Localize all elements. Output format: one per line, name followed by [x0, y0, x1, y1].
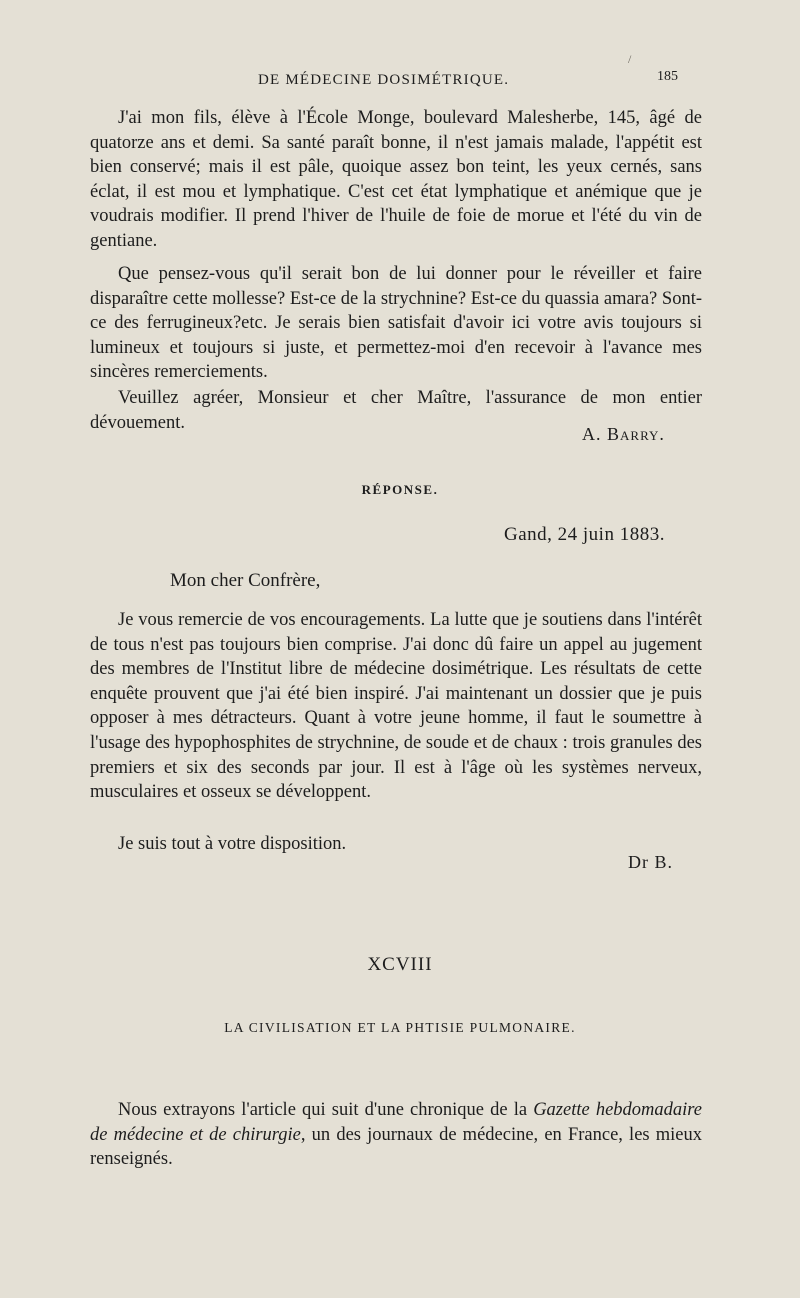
letter-signature: A. Barry.	[582, 424, 665, 444]
running-title: DE MÉDECINE DOSIMÉTRIQUE.	[258, 72, 510, 88]
chapter-intro-paragraph	[90, 1098, 702, 1172]
reply-heading: RÉPONSE.	[361, 482, 439, 497]
corner-mark: /	[628, 52, 632, 66]
chapter-title: LA CIVILISATION ET LA PHTISIE PULMONAIRE.	[224, 1020, 576, 1035]
intro-text-start: Nous extrayons l'article qui suit d'une chronique de la	[118, 1100, 534, 1120]
reply-date: Gand, 24 juin 1883.	[504, 524, 665, 545]
reply-salutation: Mon cher Confrère,	[170, 570, 321, 591]
page-number: 185	[657, 69, 678, 84]
letter-paragraph-2: Que pensez-vous qu'il serait bon de lui donner pour le réveiller et faire disparaître cette mollesse? Est-ce de la strychnine? Est-ce du quassia amara? Sont-ce des ferrugineux?etc. Je serais bien satisfait d'avoir ici votre avis toujours si lumineux et toujours si juste, et permettez-moi d'en recevoir à l'avance mes sincères remerciements.	[90, 264, 702, 383]
reply-signature: Dr B.	[628, 852, 673, 872]
chapter-number: XCVIII	[367, 954, 433, 975]
reply-paragraph-2: Je suis tout à votre disposition.	[118, 834, 347, 854]
reply-paragraph-1: Je vous remercie de vos encouragements. La lutte que je soutiens dans l'intérêt de tous n'est pas toujours bien comprise. J'ai donc dû faire un appel au jugement des membres de l'Institut libre de médecine dosimétrique. Les résultats de cette enquête prouvent que j'ai été bien inspiré. J'ai maintenant un dossier que je puis opposer à mes détracteurs. Quant à votre jeune homme, il faut le soumettre à l'usage des hypophosphites de strychnine, de soude et de chaux : trois granules des premiers et six des seconds par jour. Il est à l'âge où les systèmes nerveux, musculaires et osseux se développent.	[90, 610, 702, 803]
letter-paragraph-3: Veuillez agréer, Monsieur et cher Maître, l'assurance de mon entier dévouement.	[90, 388, 702, 433]
letter-paragraph-1: J'ai mon fils, élève à l'École Monge, boulevard Malesherbe, 145, âgé de quatorze ans et demi. Sa santé paraît bonne, il n'est jamais malade, l'appétit est bien conservé; mais il est pâle, quoique assez bon teint, les yeux cernés, sans éclat, il est mou et lymphatique. C'est cet état lymphatique et anémique que je voudrais modifier. Il prend l'hiver de l'huile de foie de morue et l'été du vin de gentiane.	[90, 108, 702, 251]
journal-title: Gazette hebdomadaire de médecine et de chirurgie	[90, 1100, 703, 1145]
page-header	[0, 69, 800, 96]
intro-text-end: , un des journaux de médecine, en France, les mieux renseignés.	[90, 1124, 702, 1170]
